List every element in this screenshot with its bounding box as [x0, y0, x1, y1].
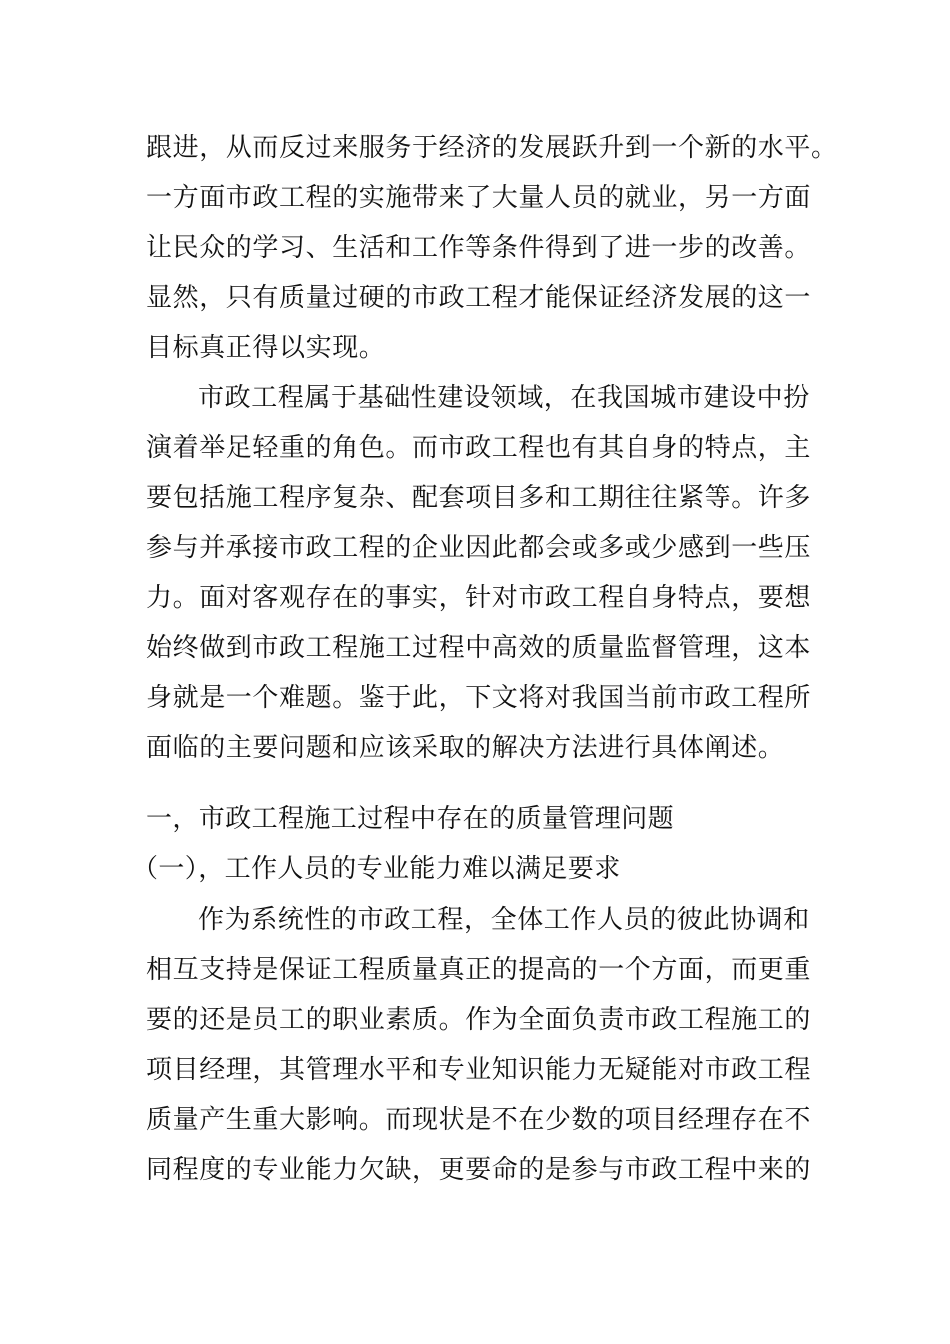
text-line: 跟进，从而反过来服务于经济的发展跃升到一个新的水平。: [146, 133, 838, 163]
text-line: 让民众的学习、生活和工作等条件得到了进一步的改善。: [146, 233, 812, 263]
text-line: 始终做到市政工程施工过程中高效的质量监督管理，这本: [146, 633, 812, 663]
text-line: 力。面对客观存在的事实，针对市政工程自身特点，要想: [146, 583, 812, 613]
text-line: 项目经理，其管理水平和专业知识能力无疑能对市政工程: [146, 1055, 812, 1085]
section-heading: 一，市政工程施工过程中存在的质量管理问题: [146, 804, 675, 834]
text-line: 显然，只有质量过硬的市政工程才能保证经济发展的这一: [146, 283, 812, 313]
text-line: 同程度的专业能力欠缺，更要命的是参与市政工程中来的: [146, 1155, 812, 1185]
text-line: 作为系统性的市政工程，全体工作人员的彼此协调和: [198, 905, 810, 935]
text-line: 参与并承接市政工程的企业因此都会或多或少感到一些压: [146, 533, 812, 563]
text-line: 面临的主要问题和应该采取的解决方法进行具体阐述。: [146, 733, 785, 763]
text-line: 目标真正得以实现。: [146, 333, 386, 363]
text-line: 身就是一个难题。鉴于此，下文将对我国当前市政工程所: [146, 683, 812, 713]
text-line: 市政工程属于基础性建设领域，在我国城市建设中扮: [198, 383, 810, 413]
text-line: 一方面市政工程的实施带来了大量人员的就业，另一方面: [146, 183, 812, 213]
text-line: 要的还是员工的职业素质。作为全面负责市政工程施工的: [146, 1005, 812, 1035]
text-line: 要包括施工程序复杂、配套项目多和工期往往紧等。许多: [146, 483, 812, 513]
text-line: 演着举足轻重的角色。而市政工程也有其自身的特点，主: [146, 433, 812, 463]
text-line: 相互支持是保证工程质量真正的提高的一个方面，而更重: [146, 955, 812, 985]
text-line: 质量产生重大影响。而现状是不在少数的项目经理存在不: [146, 1105, 812, 1135]
subsection-heading: （一），工作人员的专业能力难以满足要求: [132, 854, 621, 884]
